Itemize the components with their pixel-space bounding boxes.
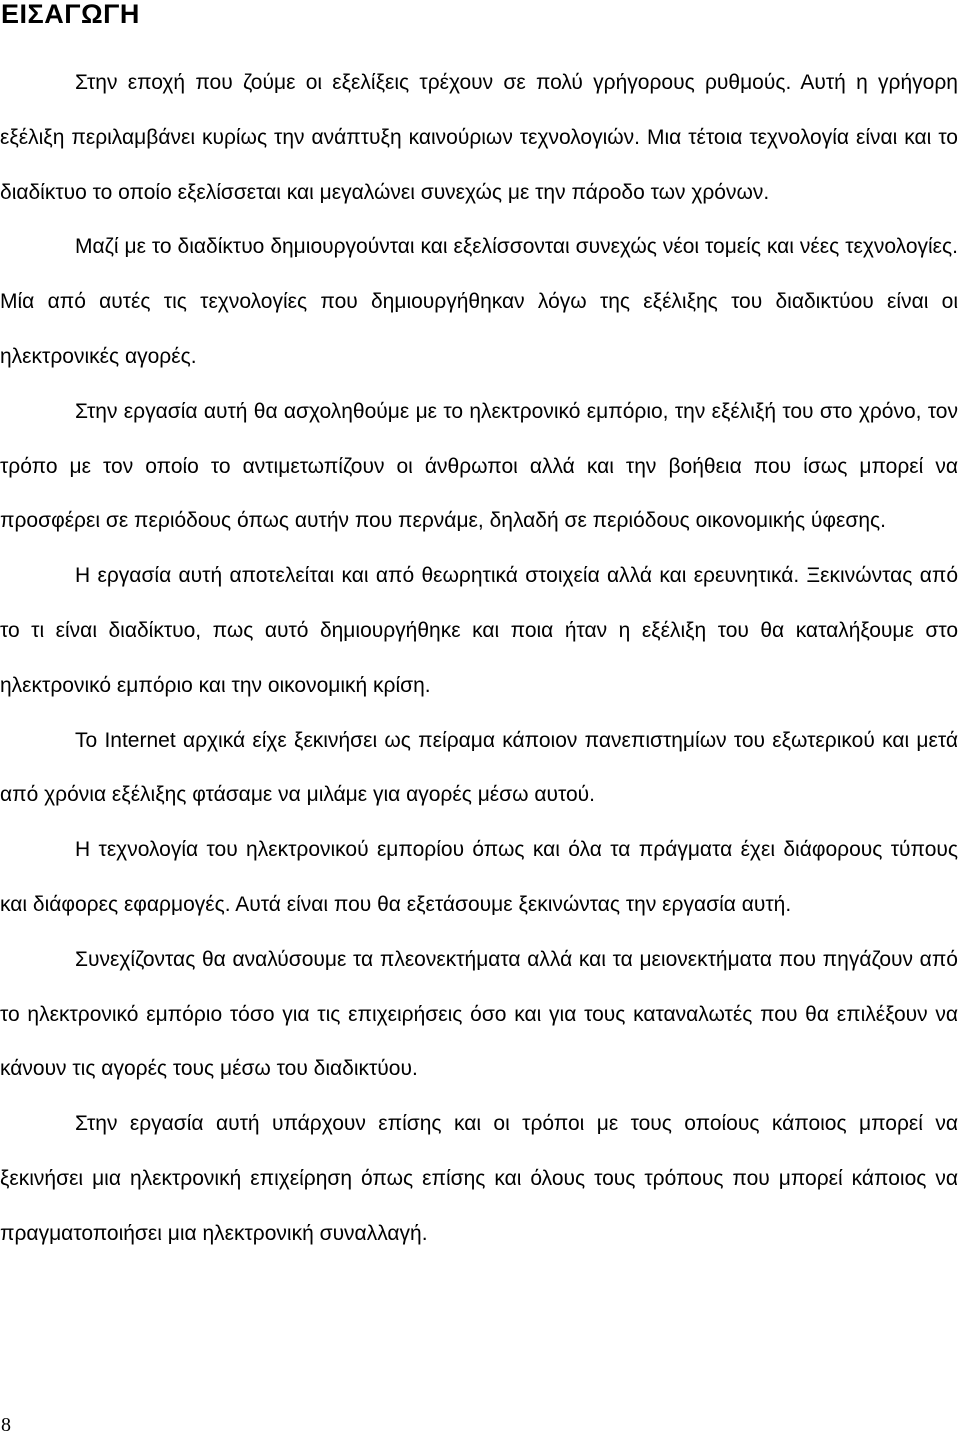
body-text <box>0 56 958 1262</box>
paragraph: Μαζί με το διαδίκτυο δημιουργούνται και εξελίσσονται συνεχώς νέοι τομείς και νέες τεχνολογίες. Μία από αυτές τις τεχνολογίες που δημιουργήθηκαν λόγω της εξέλιξης του διαδικτύου είναι οι ηλεκτρονικές αγορές. <box>0 235 958 368</box>
page-number: 8 <box>1 1414 11 1436</box>
paragraph: Το Internet αρχικά είχε ξεκινήσει ως πείραμα κάποιον πανεπιστημίων του εξωτερικού και μετά από χρόνια εξέλιξης φτάσαμε να μιλάμε για αγορές μέσω αυτού. <box>0 728 958 807</box>
paragraph: Στην εργασία αυτή υπάρχουν επίσης και οι τρόποι με τους οποίους κάποιος μπορεί να ξεκινήσει μια ηλεκτρονική επιχείρηση όπως επίσης και όλους τους τρόπους που μπορεί κάποιος να πραγματοποιήσει μια ηλεκτρονική συναλλαγή. <box>0 1112 958 1245</box>
section-heading: ΕΙΣΑΓΩΓΗ <box>1 0 140 29</box>
paragraph: Η τεχνολογία του ηλεκτρονικού εμπορίου όπως και όλα τα πράγματα έχει διάφορους τύπους και διάφορες εφαρμογές. Αυτά είναι που θα εξετάσουμε ξεκινώντας την εργασία αυτή. <box>0 838 958 916</box>
paragraph: Στην εποχή που ζούμε οι εξελίξεις τρέχουν σε πολύ γρήγορους ρυθμούς. Αυτή η γρήγορη εξέλιξη περιλαμβάνει κυρίως την ανάπτυξη καινούριων τεχνολογιών. Μια τέτοια τεχνολογία είναι και το διαδίκτυο το οποίο εξελίσσεται και μεγαλώνει συνεχώς με την πάροδο των χρόνων. <box>0 71 958 204</box>
paragraph: Στην εργασία αυτή θα ασχοληθούμε με το ηλεκτρονικό εμπόριο, την εξέλιξή του στο χρόνο, τον τρόπο με τον οποίο το αντιμετωπίζουν οι άνθρωποι αλλά και την βοήθεια που ίσως μπορεί να προσφέρει σε περιόδους όπως αυτήν που περνάμε, δηλαδή σε περιόδους οικονομικής ύφεσης. <box>0 399 958 533</box>
paragraph: Η εργασία αυτή αποτελείται και από θεωρητικά στοιχεία αλλά και ερευνητικά. Ξεκινώντας από το τι είναι διαδίκτυο, πως αυτό δημιουργήθηκε και ποια ήταν η εξέλιξη του θα καταλήξουμε στο ηλεκτρονικό εμπόριο και την οικονομική κρίση. <box>0 564 958 697</box>
paragraph: Συνεχίζοντας θα αναλύσουμε τα πλεονεκτήματα αλλά και τα μειονεκτήματα που πηγάζουν από το ηλεκτρονικό εμπόριο τόσο για τις επιχειρήσεις όσο και για τους καταναλωτές που θα επιλέξουν να κάνουν τις αγορές τους μέσω του διαδικτύου. <box>0 947 958 1081</box>
